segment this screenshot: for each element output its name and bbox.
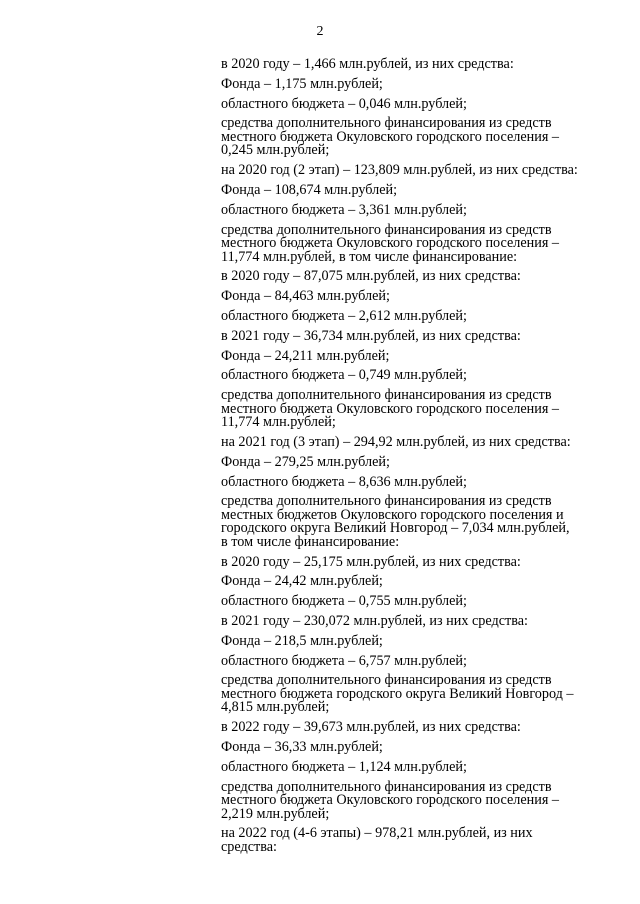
paragraph-line: местного бюджета городского округа Великий Новгород – — [221, 685, 574, 702]
paragraph — [221, 553, 593, 570]
paragraph — [221, 75, 593, 92]
paragraph-line: в 2021 году – 230,072 млн.рублей, из них средства: — [221, 613, 528, 630]
paragraph-line: областного бюджета – 8,636 млн.рублей; — [221, 473, 467, 490]
paragraph-line: Фонда – 218,5 млн.рублей; — [221, 632, 383, 649]
paragraph — [221, 270, 593, 284]
paragraph-line: 4,815 млн.рублей; — [221, 699, 330, 716]
paragraph-line: 2,219 млн.рублей; — [221, 805, 330, 822]
paragraph — [221, 221, 593, 265]
paragraph-line: Фонда – 108,674 млн.рублей; — [221, 181, 398, 198]
paragraph — [221, 347, 593, 364]
paragraph — [221, 181, 593, 198]
paragraph — [221, 369, 593, 383]
paragraph-line: областного бюджета – 0,755 млн.рублей; — [221, 593, 467, 610]
paragraph-line: 0,245 млн.рублей; — [221, 142, 330, 159]
paragraph-line: областного бюджета – 6,757 млн.рублей; — [221, 652, 467, 669]
paragraph-line: 11,774 млн.рублей; — [221, 414, 336, 431]
paragraph — [221, 721, 593, 735]
paragraph-line: на 2021 год (3 этап) – 294,92 млн.рублей, из них средства: — [221, 433, 571, 450]
paragraph — [221, 95, 593, 112]
paragraph — [221, 778, 593, 822]
paragraph — [221, 495, 593, 549]
paragraph-line: областного бюджета – 2,612 млн.рублей; — [221, 307, 467, 324]
paragraph-line: средства дополнительного финансирования из средств — [221, 115, 552, 132]
paragraph-line: Фонда – 24,211 млн.рублей; — [221, 347, 390, 364]
paragraph — [221, 575, 593, 589]
paragraph-line: средства дополнительного финансирования из средств — [221, 672, 552, 689]
paragraph-line: 11,774 млн.рублей, в том числе финансирование: — [221, 248, 518, 265]
paragraph-line: городского округа Великий Новгород – 7,034 млн.рублей, — [221, 520, 570, 537]
paragraph-line: средства дополнительного финансирования из средств — [221, 493, 552, 510]
paragraph-line: Фонда – 279,25 млн.рублей; — [221, 453, 390, 470]
paragraph — [221, 453, 593, 470]
paragraph — [221, 58, 593, 72]
paragraph-line: местного бюджета Окуловского городского поселения – — [221, 792, 559, 809]
paragraph-line: средства дополнительного финансирования из средств — [221, 387, 552, 404]
paragraph-line: на 2020 год (2 этап) – 123,809 млн.рублей, из них средства: — [221, 162, 578, 179]
paragraph-line: в 2021 году – 36,734 млн.рублей, из них средства: — [221, 327, 521, 344]
paragraph-line: в том числе финансирование: — [221, 533, 400, 550]
paragraph — [221, 741, 593, 755]
paragraph — [221, 615, 593, 629]
paragraph-line: областного бюджета – 1,124 млн.рублей; — [221, 758, 467, 775]
paragraph — [221, 117, 593, 158]
paragraph-line: местных бюджетов Окуловского городского поселения и — [221, 506, 564, 523]
paragraph — [221, 307, 593, 324]
paragraph-line: областного бюджета – 3,361 млн.рублей; — [221, 201, 467, 218]
paragraph-line: в 2020 году – 1,466 млн.рублей, из них средства: — [221, 56, 514, 72]
paragraph — [221, 674, 593, 715]
paragraph — [221, 632, 593, 649]
paragraph-line: средства дополнительного финансирования из средств — [221, 221, 552, 238]
paragraph-line: средства дополнительного финансирования из средств — [221, 778, 552, 795]
paragraph-line: местного бюджета Окуловского городского поселения – — [221, 400, 559, 417]
paragraph — [221, 652, 593, 669]
paragraph-line: местного бюджета Окуловского городского поселения – — [221, 128, 559, 145]
paragraph-line: средства: — [221, 838, 277, 855]
paragraph — [221, 290, 593, 304]
paragraph-line: в 2020 году – 25,175 млн.рублей, из них средства: — [221, 553, 521, 570]
paragraph-line: областного бюджета – 0,749 млн.рублей; — [221, 367, 467, 384]
paragraph — [221, 433, 593, 450]
page-number: 2 — [316, 24, 324, 39]
paragraph-line: местного бюджета Окуловского городского поселения – — [221, 235, 559, 252]
paragraph — [221, 595, 593, 609]
document-body — [221, 58, 593, 861]
paragraph — [221, 164, 593, 178]
paragraph-line: Фонда – 1,175 млн.рублей; — [221, 75, 383, 92]
paragraph — [221, 201, 593, 218]
paragraph — [221, 327, 593, 344]
paragraph-line: в 2020 году – 87,075 млн.рублей, из них средства: — [221, 268, 521, 285]
paragraph — [221, 758, 593, 775]
paragraph-line: областного бюджета – 0,046 млн.рублей; — [221, 95, 467, 112]
paragraph-line: Фонда – 36,33 млн.рублей; — [221, 739, 383, 756]
paragraph-line: на 2022 год (4-6 этапы) – 978,21 млн.рублей, из них — [221, 825, 533, 842]
paragraph-line: Фонда – 84,463 млн.рублей; — [221, 288, 390, 305]
paragraph — [221, 389, 593, 430]
paragraph — [221, 827, 593, 854]
paragraph-line: Фонда – 24,42 млн.рублей; — [221, 573, 383, 590]
paragraph — [221, 473, 593, 490]
paragraph-line: в 2022 году – 39,673 млн.рублей, из них средства: — [221, 719, 521, 736]
